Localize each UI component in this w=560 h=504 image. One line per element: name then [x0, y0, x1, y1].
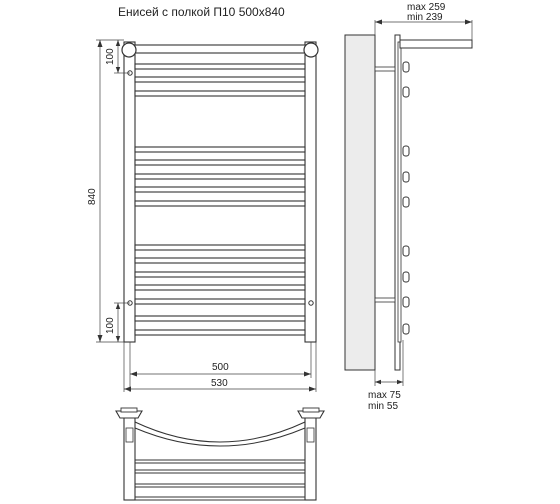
side-view: [345, 2, 472, 412]
wall-plate: [345, 35, 375, 370]
right-upright: [305, 42, 316, 342]
dim-outer-width: 530: [211, 378, 228, 389]
shelf-arm: [400, 40, 472, 48]
crossbar-group-4: [135, 316, 305, 335]
drawing-title: Енисей с полкой П10 500х840: [118, 5, 285, 19]
dim-height: 840: [87, 188, 98, 205]
dim-depth-min: min 55: [368, 401, 399, 412]
dim-shelf-max: max 259: [407, 2, 446, 13]
wall-mount-bottom: [375, 298, 395, 302]
top-view: [116, 408, 324, 500]
dim-inner-width: 500: [212, 362, 229, 373]
bar-end-caps: [403, 62, 409, 334]
crossbar-group-2: [135, 147, 305, 206]
front-view: [122, 42, 318, 342]
bottom-connection-right: [309, 301, 313, 305]
top-rail: [133, 45, 309, 53]
left-top-knob: [122, 43, 136, 57]
dim-bottom-spacing: 100: [105, 317, 116, 334]
curved-shelf-front: [135, 422, 305, 442]
wall-mount-top: [375, 67, 395, 71]
right-top-knob: [304, 43, 318, 57]
dim-top-spacing: 100: [105, 48, 116, 65]
dim-shelf-min: min 239: [407, 12, 443, 23]
left-upright: [124, 42, 135, 342]
crossbar-group-1: [135, 64, 305, 96]
dim-depth-max: max 75: [368, 390, 401, 401]
crossbar-group-3: [135, 245, 305, 304]
